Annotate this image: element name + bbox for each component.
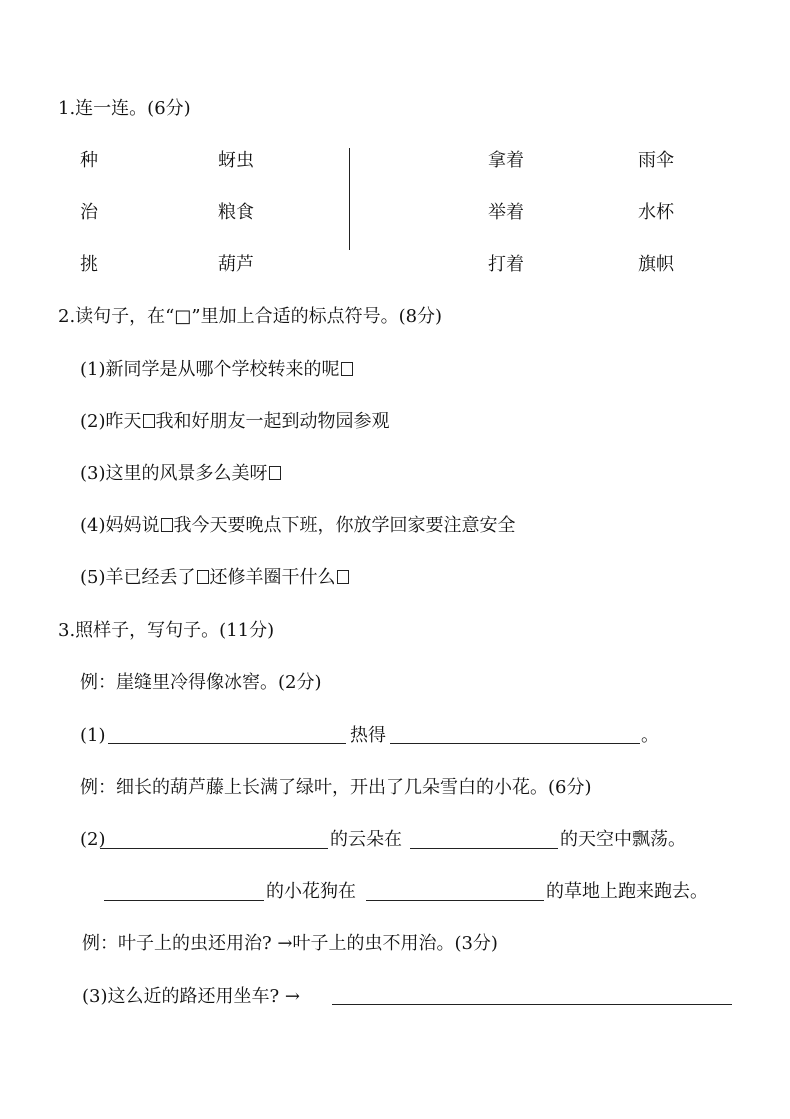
punctuation-box[interactable] (337, 570, 349, 584)
q2-item-2-text-b: 我和好朋友一起到动物园参观 (155, 411, 390, 432)
q1-left-match-2: 粮食 (218, 202, 254, 223)
q3-s2a-end: 的天空中飘荡。 (560, 829, 686, 850)
q2-item-5-text-a: (5)羊已经丢了 (80, 567, 196, 588)
punctuation-box[interactable] (143, 414, 155, 428)
punctuation-box[interactable] (197, 570, 209, 584)
punctuation-box[interactable] (269, 466, 281, 480)
q3-title: 3.照样子，写句子。(11分) (58, 620, 275, 641)
q3-s1-mid: 热得 (350, 725, 386, 746)
q3-s2a-mid: 的云朵在 (330, 829, 402, 850)
punctuation-box[interactable] (341, 362, 353, 376)
q1-right-word-3: 打着 (488, 254, 524, 275)
q1-left-word-2: 治 (80, 202, 98, 223)
q3-s2a-prefix: (2) (80, 829, 106, 850)
q2-item-4-text-b: 我今天要晚点下班，你放学回家要注意安全 (173, 515, 516, 536)
q3-s1-prefix: (1) (80, 725, 106, 746)
q1-left-match-3: 葫芦 (218, 254, 254, 275)
q2-item-4-text-a: (4)妈妈说 (80, 515, 160, 536)
answer-blank[interactable] (108, 743, 346, 744)
answer-blank[interactable] (332, 1004, 732, 1005)
q2-item-5-text-b: 还修羊圈干什么 (209, 567, 336, 588)
answer-blank[interactable] (390, 743, 640, 744)
q3-example-3: 例：叶子上的虫还用治? →叶子上的虫不用治。(3分) (82, 933, 498, 954)
q2-item-3 (80, 463, 282, 485)
q1-right-match-3: 旗帜 (638, 254, 674, 275)
q2-title: 2.读句子，在“□”里加上合适的标点符号。(8分) (58, 306, 443, 327)
q1-left-word-1: 种 (80, 150, 98, 171)
q1-right-match-1: 雨伞 (638, 150, 674, 171)
q1-right-word-1: 拿着 (488, 150, 524, 171)
q2-item-1-text: (1)新同学是从哪个学校转来的呢 (80, 359, 340, 380)
answer-blank[interactable] (104, 900, 264, 901)
q2-item-2-text-a: (2)昨天 (80, 411, 142, 432)
q2-item-4 (80, 515, 516, 537)
q1-title: 1.连一连。(6分) (58, 98, 191, 119)
q1-right-word-2: 举着 (488, 202, 524, 223)
q2-item-3-text: (3)这里的风景多么美呀 (80, 463, 268, 484)
q3-example-1: 例：崖缝里冷得像冰窖。(2分) (80, 672, 322, 693)
punctuation-box[interactable] (161, 518, 173, 532)
q3-s1-end: 。 (641, 725, 659, 746)
q3-example-2: 例：细长的葫芦藤上长满了绿叶，开出了几朵雪白的小花。(6分) (80, 777, 592, 798)
q3-s2b-mid: 的小花狗在 (266, 881, 356, 902)
q3-s3-prefix: (3)这么近的路还用坐车? → (82, 986, 300, 1007)
answer-blank[interactable] (410, 848, 558, 849)
answer-blank[interactable] (100, 848, 328, 849)
q2-item-1 (80, 359, 354, 381)
q2-item-2 (80, 411, 390, 433)
q1-divider (349, 148, 350, 250)
q3-s2b-end: 的草地上跑来跑去。 (546, 881, 708, 902)
q1-left-match-1: 蚜虫 (218, 150, 254, 171)
q1-left-word-3: 挑 (80, 254, 98, 275)
answer-blank[interactable] (366, 900, 544, 901)
q1-right-match-2: 水杯 (638, 202, 674, 223)
q2-item-5 (80, 567, 350, 589)
